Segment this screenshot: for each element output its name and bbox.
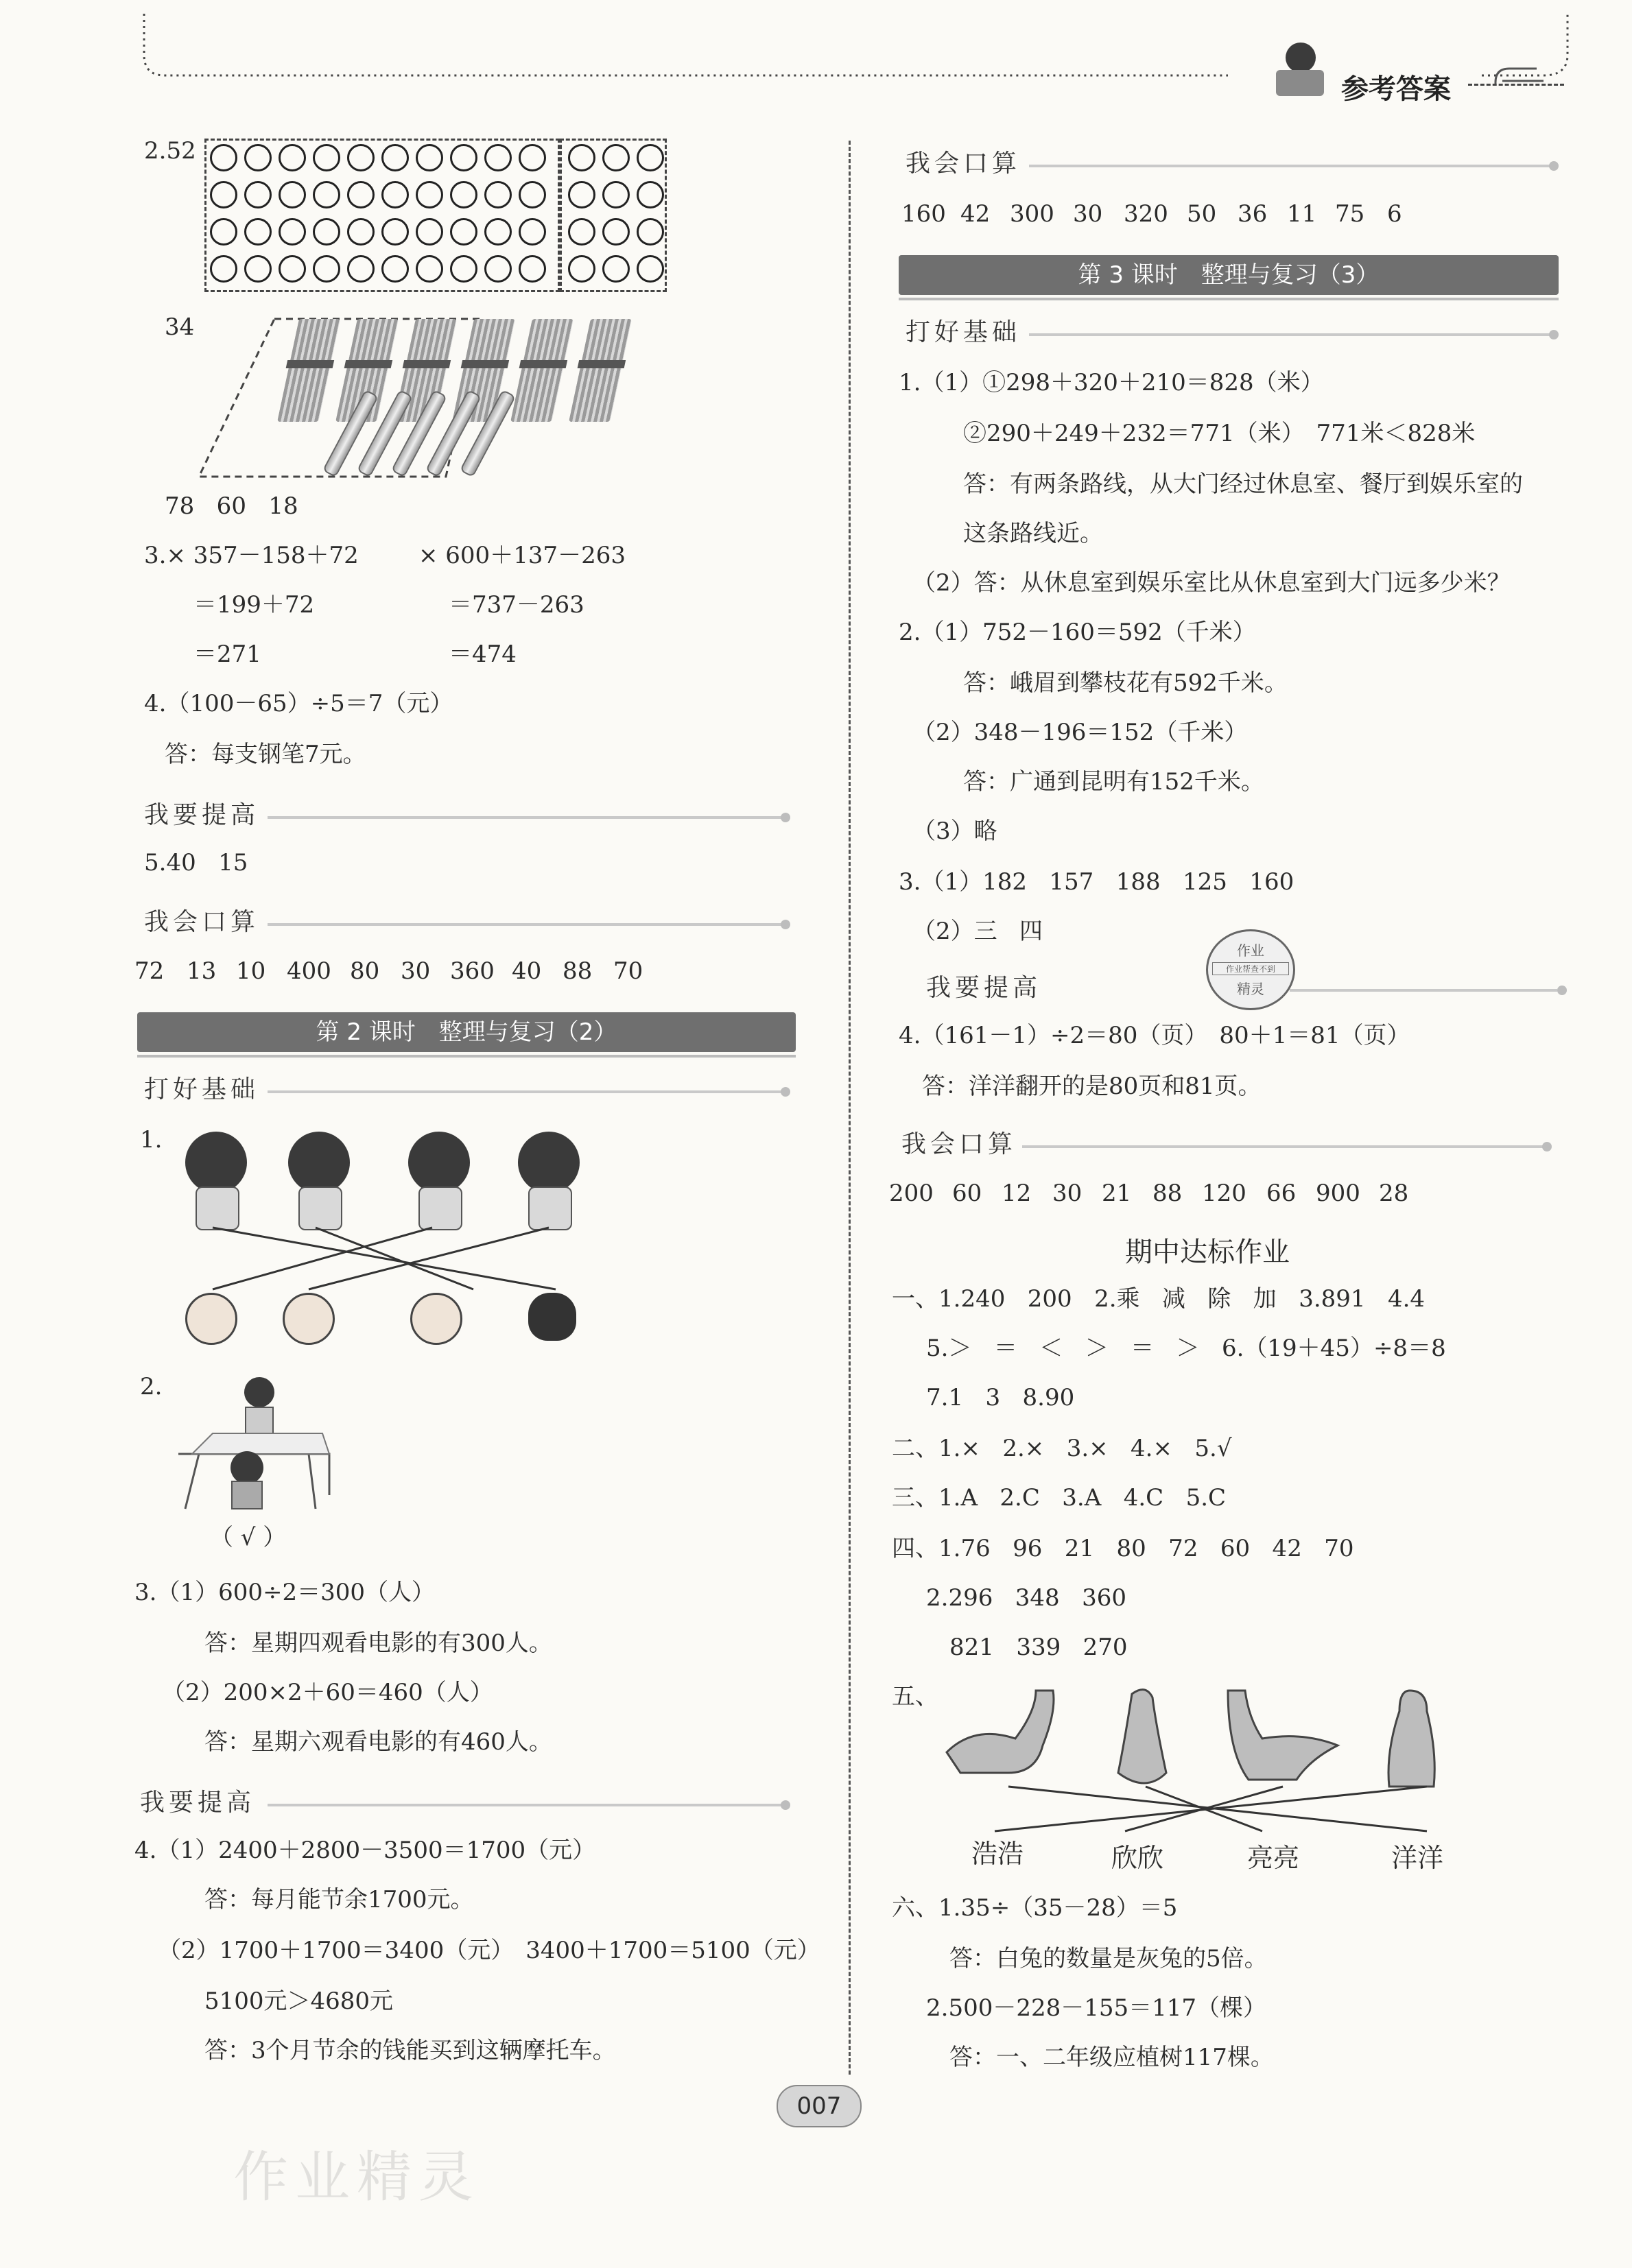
dinosaur-icon (1379, 1684, 1447, 1793)
mental-answer: 900 (1316, 1180, 1360, 1207)
column-divider (849, 141, 851, 2075)
left-q3-line3b: ＝474 (449, 641, 517, 668)
mental-answer: 400 (287, 957, 331, 985)
circle-shape (568, 255, 595, 283)
circle-shape (416, 218, 443, 246)
mental-answer: 36 (1238, 200, 1268, 228)
midterm-title: 期中达标作业 (1125, 1237, 1290, 1268)
mental-answer: 11 (1287, 200, 1317, 228)
stick-bundle (510, 319, 573, 422)
mental-answer: 12 (1002, 1180, 1032, 1207)
circle-shape (450, 218, 477, 246)
section-dot (1549, 330, 1559, 339)
kid-back-figure (185, 1132, 247, 1193)
left-q3-line3a: ＝271 (193, 641, 261, 668)
circle-shape (602, 144, 630, 171)
right-q1-1d: 这条路线近。 (963, 520, 1103, 547)
circle-shape (244, 144, 272, 171)
circle-shape (210, 144, 237, 171)
left-q2b-label: 2. (140, 1373, 163, 1400)
circle-shape (347, 181, 375, 208)
watermark: 作业精灵 (233, 2145, 480, 2209)
right-q2-1-answer: 答：峨眉到攀枝花有592千米。 (963, 669, 1288, 697)
kid-face (283, 1293, 335, 1345)
right-section-basic: 打好基础 (906, 318, 1021, 346)
mental-answer: 160 (901, 200, 946, 228)
mental-answer: 13 (187, 957, 217, 985)
circle-shape (279, 181, 306, 208)
circle-shape (416, 255, 443, 283)
left-q3-line1a: 3.× 357－158＋72 (144, 542, 359, 569)
midterm-part6-2: 2.500－228－155＝117（棵） (926, 1994, 1267, 2022)
midterm-part1-b: 5.＞ ＝ ＜ ＞ ＝ ＞ 6.（19＋45）÷8＝8 (926, 1335, 1446, 1362)
right-q3-1: 3.（1）182 157 188 125 160 (899, 868, 1294, 896)
midterm-part2: 二、1.× 2.× 3.× 4.× 5.√ (892, 1435, 1232, 1462)
dinosaur-icon (1207, 1684, 1345, 1787)
circle-shape (602, 255, 630, 283)
circle-shape (602, 181, 630, 208)
left-q4: 4.（100－65）÷5＝7（元） (144, 690, 453, 717)
kid-back-figure (288, 1132, 350, 1193)
right-section-mental: 我会口算 (906, 150, 1021, 178)
mental-answer: 42 (960, 200, 991, 228)
circle-shape (637, 218, 664, 246)
right-q2-2: （2）348－196＝152（千米） (912, 719, 1248, 746)
circle-shape (313, 181, 340, 208)
circle-shape (313, 255, 340, 283)
mental-answer: 300 (1010, 200, 1054, 228)
circle-shape (568, 218, 595, 246)
right-q2-1: 2.（1）752－160＝592（千米） (899, 619, 1256, 646)
mental-answer: 30 (1073, 200, 1103, 228)
section-rule (268, 923, 782, 926)
section-dot (781, 920, 790, 929)
kid-face (185, 1293, 237, 1345)
circle-shape (519, 181, 546, 208)
midterm-part3: 三、1.A 2.C 3.A 4.C 5.C (892, 1484, 1227, 1512)
name-label: 欣欣 (1111, 1843, 1164, 1873)
circle-shape (381, 255, 409, 283)
left-q4-answer: 答：每支钢笔7元。 (165, 741, 366, 768)
mental-answer: 200 (889, 1180, 934, 1207)
right-q3-2: （2）三 四 (912, 918, 1043, 945)
right-q1-1c: 答：有两条路线，从大门经过休息室、餐厅到娱乐室的 (963, 470, 1523, 498)
mental-answer: 120 (1202, 1180, 1246, 1207)
circle-shape (416, 144, 443, 171)
section-rule (1290, 989, 1557, 992)
circle-shape (279, 255, 306, 283)
left-q1-label: 1. (140, 1126, 163, 1154)
left-q4-1: 4.（1）2400＋2800－3500＝1700（元） (134, 1837, 596, 1864)
circle-shape (279, 218, 306, 246)
section-rule (1029, 165, 1550, 167)
kid-back-figure (408, 1132, 470, 1193)
stamp-line3: 精灵 (1237, 981, 1264, 997)
mental-answer: 75 (1335, 200, 1365, 228)
section-rule (268, 1804, 782, 1806)
circle-shape (313, 144, 340, 171)
mental-answer: 30 (1052, 1180, 1083, 1207)
circle-shape (381, 218, 409, 246)
matching-lines (172, 1221, 597, 1303)
mental-answer: 50 (1187, 200, 1217, 228)
left-q4-1-answer: 答：每月能节余1700元。 (204, 1886, 474, 1913)
stamp-logo (1206, 929, 1295, 1010)
stamp-line1: 作业 (1237, 942, 1264, 959)
circle-shape (519, 218, 546, 246)
left-q5: 5.40 15 (144, 849, 248, 876)
circle-shape (450, 144, 477, 171)
left-q3-line2a: ＝199＋72 (193, 591, 315, 619)
circle-shape (244, 218, 272, 246)
right-q1-1a: 1.（1）①298＋320＋210＝828（米） (899, 369, 1324, 396)
left-q4-2-answer: 答：3个月节余的钱能买到这辆摩托车。 (204, 2037, 616, 2064)
circle-shape (210, 218, 237, 246)
left-q3-1: 3.（1）600÷2＝300（人） (134, 1579, 435, 1606)
right-q2-3: （3）略 (912, 817, 997, 845)
circle-shape (347, 218, 375, 246)
mental-answer: 60 (952, 1180, 982, 1207)
mental-answer: 80 (350, 957, 380, 985)
section-rule (268, 816, 782, 819)
left-q2-b-label: 34 (165, 313, 195, 341)
circle-shape (416, 181, 443, 208)
right-q1-2: （2）答：从休息室到娱乐室比从休息室到大门远多少米？ (912, 569, 1511, 597)
midterm-part5-label: 五、 (892, 1683, 938, 1710)
circle-shape (568, 144, 595, 171)
section-rule (268, 1090, 782, 1093)
circle-shape (484, 218, 512, 246)
mental-answer: 88 (563, 957, 593, 985)
circle-shape (244, 181, 272, 208)
mental-answer: 72 (134, 957, 165, 985)
left-q4-2b: 5100元＞4680元 (204, 1988, 394, 2015)
right-q4: 4.（161－1）÷2＝80（页） 80＋1＝81（页） (899, 1022, 1410, 1049)
left-q3-2-answer: 答：星期六观看电影的有460人。 (204, 1728, 552, 1756)
circle-shape (602, 218, 630, 246)
mental-answer: 6 (1387, 200, 1402, 228)
circle-shape (519, 255, 546, 283)
midterm-part1-c: 7.1 3 8.90 (926, 1384, 1075, 1411)
desk-icon (172, 1372, 336, 1523)
midterm-part4-b: 2.296 348 360 (926, 1584, 1126, 1612)
mental-answer: 21 (1102, 1180, 1132, 1207)
mental-answer: 70 (613, 957, 643, 985)
lesson3-bar: 第 3 课时 整理与复习（3） (899, 255, 1559, 295)
circle-shape (484, 144, 512, 171)
page-number (777, 2085, 862, 2127)
midterm-part6-2-answer: 答：一、二年级应植树117棵。 (949, 2044, 1274, 2071)
section-rule (1022, 1145, 1544, 1148)
stick-bundle (569, 319, 632, 422)
circle-shape (279, 144, 306, 171)
lesson2-bar: 第 2 课时 整理与复习（2） (137, 1012, 796, 1052)
left-q3-1-answer: 答：星期四观看电影的有300人。 (204, 1630, 552, 1657)
left-q3-line1b: × 600＋137－263 (418, 542, 626, 569)
mental-answer: 320 (1124, 200, 1168, 228)
circle-shape (519, 144, 546, 171)
left-section-basic: 打好基础 (144, 1075, 260, 1103)
stamp-line2: 作业帮查不到 (1212, 962, 1289, 975)
left-section-mental: 我会口算 (144, 908, 260, 936)
mental-answer: 30 (401, 957, 431, 985)
midterm-part4-c: 821 339 270 (949, 1634, 1128, 1661)
header-rule (1468, 84, 1564, 86)
circle-shape (637, 144, 664, 171)
section-dot (781, 1800, 790, 1810)
circle-shape (381, 144, 409, 171)
mental-answer: 10 (236, 957, 266, 985)
section-dot (1549, 161, 1559, 171)
circle-shape (568, 181, 595, 208)
section-dot (1542, 1142, 1552, 1151)
circle-shape (450, 255, 477, 283)
right-q1-1b: ②290＋249＋232＝771（米） 771米＜828米 (963, 420, 1476, 447)
circle-shape (484, 181, 512, 208)
left-q2-label: 2.52 (144, 137, 196, 165)
circle-shape (210, 255, 237, 283)
right-q4-answer: 答：洋洋翻开的是80页和81页。 (922, 1073, 1262, 1100)
page-number-text: 007 (796, 2092, 842, 2120)
name-label: 浩浩 (971, 1839, 1024, 1869)
circle-shape (637, 181, 664, 208)
circle-shape (450, 181, 477, 208)
kid-face (410, 1293, 462, 1345)
kid-hair-back (528, 1293, 576, 1341)
mental-answer: 28 (1379, 1180, 1409, 1207)
kid-back-figure (518, 1132, 580, 1193)
section-dot (781, 813, 790, 822)
midterm-part4-a: 四、1.76 96 21 80 72 60 42 70 (892, 1535, 1354, 1562)
left-q2-values: 78 60 18 (165, 492, 298, 520)
left-section-improve-2: 我要提高 (140, 1789, 256, 1817)
circle-shape (210, 181, 237, 208)
mental-answer: 360 (450, 957, 495, 985)
circle-shape (381, 181, 409, 208)
mental-answer: 40 (512, 957, 542, 985)
circle-shape (484, 255, 512, 283)
midterm-part1-a: 一、1.240 200 2.乘 减 除 加 3.891 4.4 (892, 1285, 1426, 1313)
left-q3-2: （2）200×2＋60＝460（人） (162, 1679, 493, 1706)
left-section-improve: 我要提高 (144, 801, 260, 829)
section-dot (1557, 986, 1567, 995)
header-title: 参考答案 (1341, 73, 1451, 105)
midterm-part6-1: 六、1.35÷（35－28）＝5 (892, 1894, 1178, 1922)
dinosaur-icon (933, 1684, 1070, 1780)
circle-shape (313, 218, 340, 246)
left-q4-2: （2）1700＋1700＝3400（元） 3400＋1700＝5100（元） (158, 1937, 820, 1964)
section-dot (781, 1087, 790, 1097)
circle-shape (244, 255, 272, 283)
midterm-part6-1-answer: 答：白兔的数量是灰兔的5倍。 (949, 1945, 1268, 1972)
name-label: 亮亮 (1247, 1843, 1300, 1873)
dinosaur-icon (1104, 1684, 1180, 1793)
circle-shape (637, 255, 664, 283)
right-section-improve: 我要提高 (926, 974, 1042, 1002)
name-label: 洋洋 (1391, 1843, 1444, 1873)
right-section-mental-2: 我会口算 (901, 1130, 1017, 1158)
mental-answer: 66 (1266, 1180, 1297, 1207)
left-check-mark: （ √ ） (210, 1524, 287, 1551)
right-q2-2-answer: 答：广通到昆明有152千米。 (963, 768, 1264, 796)
mental-answer: 88 (1152, 1180, 1183, 1207)
left-q3-line2b: ＝737－263 (449, 591, 584, 619)
section-rule (1029, 333, 1550, 336)
circle-shape (347, 255, 375, 283)
circle-shape (347, 144, 375, 171)
reading-kid-icon (1276, 43, 1324, 97)
dinosaur-matching-lines (988, 1783, 1495, 1838)
